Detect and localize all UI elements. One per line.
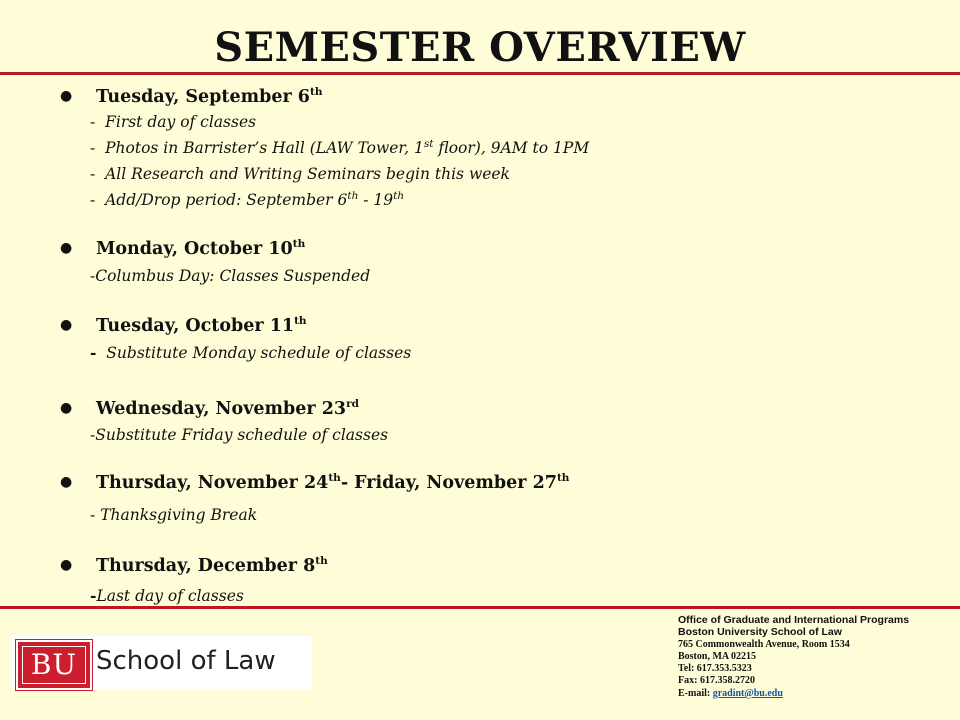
- bu-logo-mark: BU: [16, 640, 92, 690]
- bullet-icon: ●: [60, 557, 73, 573]
- contact-block: [678, 614, 958, 700]
- contact-address: 765 Commonwealth Avenue, Room 1534: [678, 638, 850, 650]
- event-detail: - Thanksgiving Break: [90, 506, 258, 524]
- event-detail: - Photos in Barrister’s Hall (LAW Tower, 1st floor), 9AM to 1PM: [90, 137, 590, 157]
- page-title: SEMESTER OVERVIEW: [214, 24, 746, 71]
- top-divider: [0, 72, 960, 75]
- contact-city: Boston, MA 02215: [678, 650, 757, 662]
- event-detail: - First day of classes: [90, 113, 257, 131]
- event-detail: - Substitute Monday schedule of classes: [90, 343, 412, 362]
- bullet-icon: ●: [60, 400, 73, 416]
- event-heading: Thursday, December 8th: [96, 555, 328, 576]
- event-detail: - All Research and Writing Seminars begin this week: [90, 165, 510, 183]
- bullet-icon: ●: [60, 240, 73, 256]
- bullet-icon: ●: [60, 474, 73, 490]
- event-detail: -Columbus Day: Classes Suspended: [90, 267, 371, 285]
- event-heading: Tuesday, September 6th: [96, 86, 323, 107]
- event-detail: - Add/Drop period: September 6th - 19th: [90, 189, 405, 209]
- event-detail: -Last day of classes: [90, 586, 244, 605]
- bottom-divider: [0, 606, 960, 609]
- email-link[interactable]: gradint@bu.edu: [712, 687, 783, 699]
- event-heading: Monday, October 10th: [96, 238, 306, 259]
- event-heading: Tuesday, October 11th: [96, 315, 307, 336]
- event-heading: Thursday, November 24th- Friday, November 27th: [96, 472, 570, 493]
- event-detail: -Substitute Friday schedule of classes: [90, 426, 389, 444]
- bullet-icon: ●: [60, 317, 73, 333]
- contact-school: Boston University School of Law: [678, 626, 842, 639]
- school-name: School of Law: [96, 646, 276, 676]
- contact-office: Office of Graduate and International Programs: [678, 614, 910, 626]
- contact-email: E-mail: gradint@bu.edu: [678, 687, 783, 699]
- bullet-icon: ●: [60, 88, 73, 104]
- contact-fax: Fax: 617.358.2720: [678, 675, 755, 687]
- contact-phone: Tel: 617.353.5323: [678, 663, 752, 675]
- event-heading: Wednesday, November 23rd: [96, 398, 359, 419]
- school-logo: [12, 636, 312, 690]
